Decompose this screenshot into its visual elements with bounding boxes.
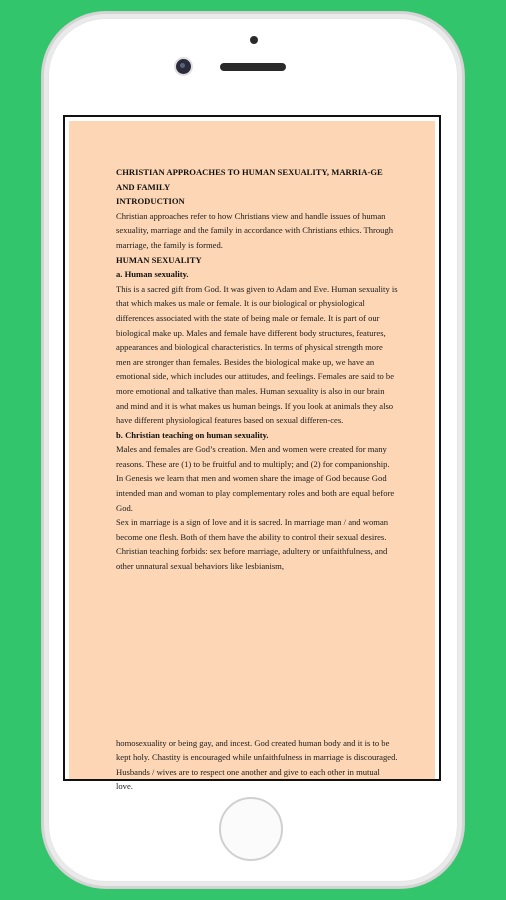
section-heading-introduction: INTRODUCTION [116,196,185,207]
doc-title: CHRISTIAN APPROACHES TO HUMAN SEXUALITY, MARRIA-GE AND FAMILY [116,167,383,192]
front-camera-icon [176,59,191,74]
paragraph-b1: Males and females are God’s creation. Men and women were created for many reasons. These are (1) to be fruitful and to multiply; and (2) for companionship. In Genesis we learn that men and women share the image of God because God intended man and woman to play complementary roles and both are equal before God. [116,444,395,513]
home-button[interactable] [219,797,283,861]
proximity-sensor [250,36,258,44]
earpiece-speaker [220,63,286,71]
document-content [116,165,398,574]
document-page[interactable] [69,121,435,792]
paragraph-b2: Sex in marriage is a sign of love and it is sacred. In marriage man / and woman become one flesh. Both of them have the ability to control their sexual desires. Christian teaching forbids: sex before marriage, adultery or unfaithfulness, and other unnatural sexual behaviors like lesbianism, [116,517,389,572]
document-continuation [116,727,398,803]
intro-paragraph: Christian approaches refer to how Christians view and handle issues of human sexuality, marriage and the family in accordance with Christians ethics. Through marriage, the family is formed. [116,210,394,250]
screen [63,115,441,792]
section-heading-human-sexuality: HUMAN SEXUALITY [116,254,202,265]
paragraph-a: This is a sacred gift from God. It was given to Adam and Eve. Human sexuality is that which makes us male or female. It is our biological or physiological differences associated with the state of being male or female. It is part of our biological make up. Males and female have different body structures, features, appearances and biological characteristics. In terms of physical strength more men are stronger than females. Besides the biological make up, we have an emotional side, which includes our attitudes, and feelings. Females are said to be more emotional and talkative than males. Human sexuality is also in our brain and mind and it is what makes us human beings. If you look at animals they also have different physiological features based on sexual differen-ces. [116,283,398,426]
paragraph-continued: homosexuality or being gay, and incest. God created human body and it is to be kept holy. Chastity is encouraged while unfaithfulness in marriage is discouraged. Husbands / wives are to respect one another and give to each other in mutual love. [116,737,398,792]
subheading-b: b. Christian teaching on human sexuality. [116,429,269,440]
subheading-a: a. Human sexuality. [116,269,189,280]
